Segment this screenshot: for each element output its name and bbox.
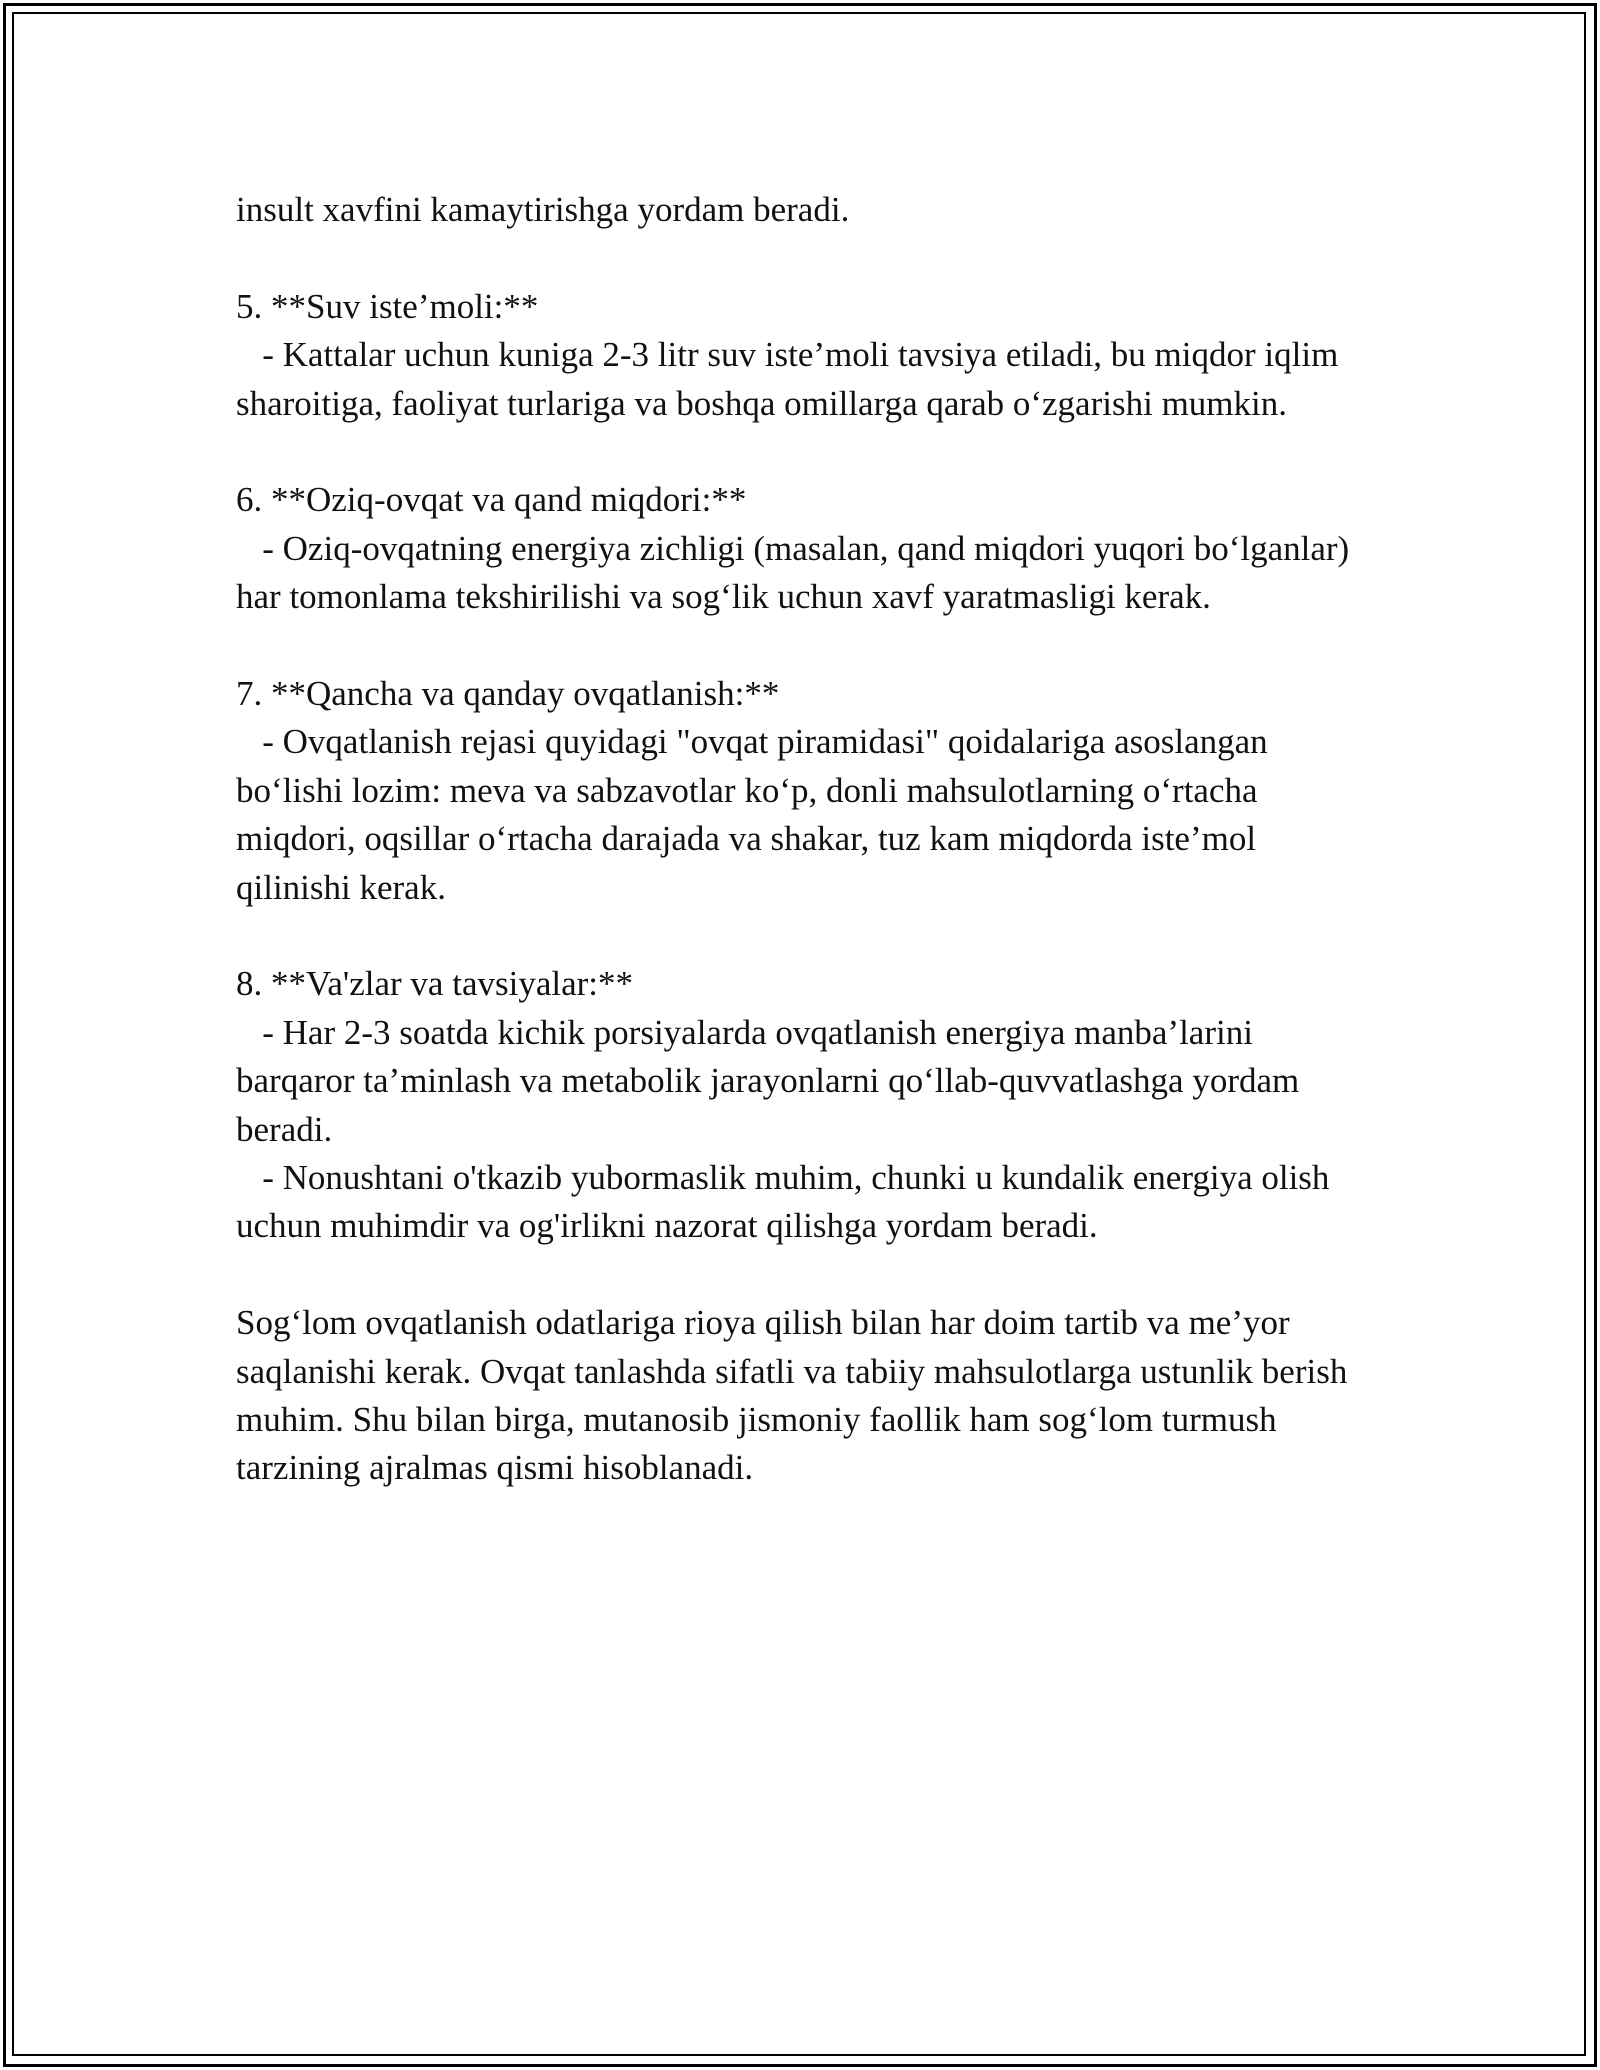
paragraph-gap bbox=[236, 912, 1366, 960]
intro-fragment: insult xavfini kamaytirishga yordam beradi. bbox=[236, 190, 850, 229]
document-body bbox=[236, 186, 1366, 1493]
section-6-heading: 6. **Oziq-ovqat va qand miqdori:** bbox=[236, 480, 747, 520]
section-8-bullet-1: - Har 2-3 soatda kichik porsiyalarda ovqatlanish energiya manba’larini barqaror ta’minlash va metabolik jarayonlarni qo‘llab-quvvatlashga yordam beradi. bbox=[236, 1012, 1308, 1149]
paragraph-gap bbox=[236, 234, 1366, 282]
conclusion-paragraph: Sog‘lom ovqatlanish odatlariga rioya qilish bilan har doim tartib va me’yor saqlanishi kerak. Ovqat tanlashda sifatli va tabiiy mahsulotlarga ustunlik berish muhim. Shu bilan birga, mutanosib jismoniy faollik ham sog‘lom turmush tarzining ajralmas qismi hisoblanadi. bbox=[236, 1303, 1357, 1488]
section-7-bullet-1: - Ovqatlanish rejasi quyidagi "ovqat piramidasi" qoidalariga asoslangan bo‘lishi lozim: meva va sabzavotlar ko‘p, donli mahsulotlarning o‘rtacha miqdori, oqsillar o‘rtacha darajada va shakar, tuz kam miqdorda iste’mol qilinishi kerak. bbox=[236, 722, 1277, 907]
paragraph-gap bbox=[236, 622, 1366, 670]
section-8-bullet-2: - Nonushtani o'tkazib yubormaslik muhim, chunki u kundalik energiya olish uchun muhimdir va og'irlikni nazorat qilishga yordam beradi. bbox=[236, 1158, 1339, 1246]
section-5-heading: 5. **Suv iste’moli:** bbox=[236, 286, 539, 326]
paragraph-gap bbox=[236, 428, 1366, 476]
section-5-bullet-1: - Kattalar uchun kuniga 2-3 litr suv iste’moli tavsiya etiladi, bu miqdor iqlim sharoitiga, faoliyat turlariga va boshqa omillarga qarab o‘zgarishi mumkin. bbox=[236, 335, 1348, 423]
section-8-heading: 8. **Va'zlar va tavsiyalar:** bbox=[236, 964, 633, 1004]
paragraph-gap bbox=[236, 1251, 1366, 1299]
section-6-bullet-1: - Oziq-ovqatning energiya zichligi (masalan, qand miqdori yuqori bo‘lganlar) har tomonlama tekshirilishi va sog‘lik uchun xavf yaratmasligi kerak. bbox=[236, 528, 1358, 617]
section-7-heading: 7. **Qancha va qanday ovqatlanish:** bbox=[236, 674, 780, 714]
